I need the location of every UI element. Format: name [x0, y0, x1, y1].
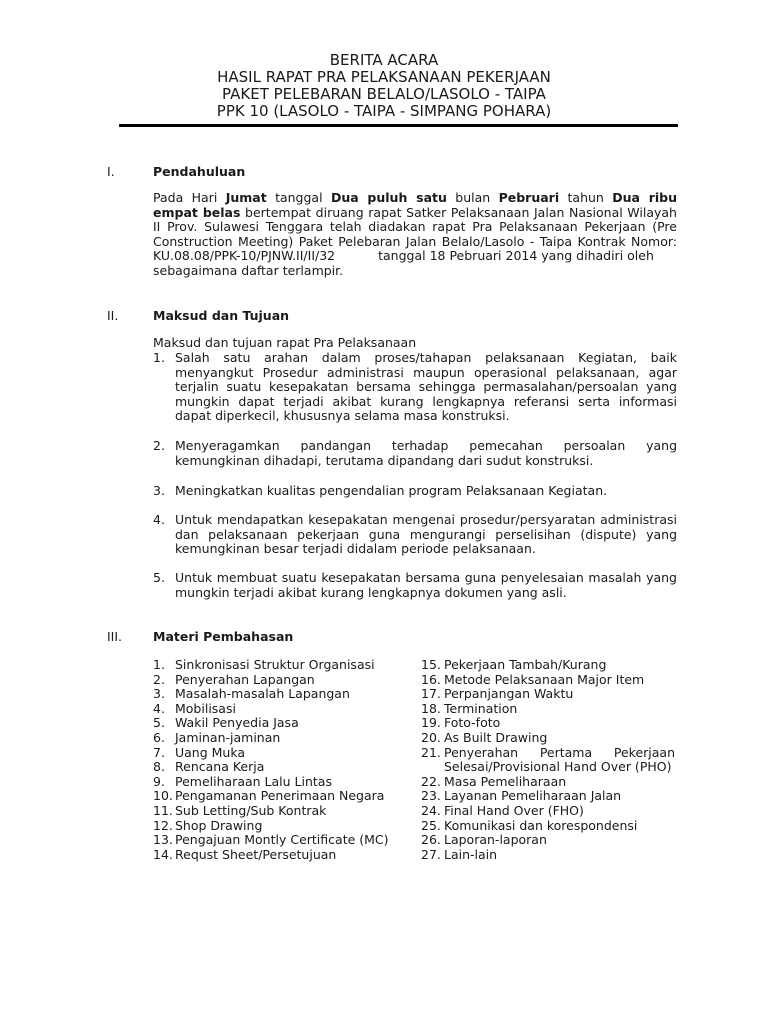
- materi-number: 18.: [421, 700, 441, 716]
- materi-item: Sub Letting/Sub Kontrak: [175, 803, 327, 818]
- para-line: KU.08.08/PPK-10/PJNW.II/II/32 tanggal 18 Pebruari 2014 yang dihadiri oleh: [153, 248, 654, 264]
- section-1-number: I.: [107, 164, 115, 179]
- para-line: Meningkatkan kualitas pengendalian program Pelaksanaan Kegiatan.: [175, 483, 608, 498]
- materi-item: Mobilisasi: [175, 700, 236, 716]
- para-line: Menyeragamkan pandangan terhadap pemecahan persoalan yang: [175, 438, 677, 453]
- materi-item: Masa Pemeliharaan: [444, 773, 567, 789]
- materi-number: 20.: [421, 730, 441, 745]
- header-rule: [119, 124, 678, 127]
- section-2-intro: [153, 336, 677, 351]
- para-line: Pada Hari Jumat tanggal Dua puluh satu bulan Pebruari tahun Dua ribu: [153, 190, 678, 205]
- materi-item: Metode Pelaksanaan Major Item: [444, 671, 645, 687]
- materi-number: 1.: [153, 657, 165, 672]
- list-item-number: 5.: [153, 570, 165, 585]
- materi-item: Sinkronisasi Struktur Organisasi: [175, 657, 375, 672]
- list-item-number: 4.: [153, 512, 165, 527]
- para-line: Untuk mendapatkan kesepakatan mengenai prosedur/persyaratan administrasi: [175, 512, 677, 527]
- materi-number: 24.: [421, 803, 441, 818]
- para-line: terjalin suatu kesepakatan bersama sehingga permasalahan/persoalan yang: [175, 379, 677, 395]
- para-line: Penyerahan Pertama Pekerjaan: [444, 744, 675, 760]
- materi-item: Layanan Pemeliharaan Jalan: [444, 788, 622, 804]
- materi-number: 5.: [153, 715, 165, 731]
- materi-item: Foto-foto: [444, 715, 501, 731]
- materi-item: Pengajuan Montly Certificate (MC): [175, 832, 389, 848]
- doc-title: BERITA ACARA: [329, 51, 439, 69]
- materi-item: Lain-lain: [444, 846, 498, 862]
- materi-number: 3.: [153, 686, 165, 702]
- list-item-number: 1.: [153, 350, 165, 365]
- materi-number: 8.: [153, 759, 165, 775]
- para-line: menyangkut Prosedur administrasi maupun operasional pelaksanaan, agar: [175, 364, 677, 380]
- para-line: Salah satu arahan dalam proses/tahapan pelaksanaan Kegiatan, baik: [175, 350, 677, 365]
- para-line: Construction Meeting) Paket Pelebaran Jalan Belalo/Lasolo - Taipa Kontrak Nomor:: [153, 233, 677, 249]
- materi-number: 19.: [421, 715, 441, 731]
- list-item: [175, 571, 677, 600]
- materi-number: 12.: [153, 817, 173, 833]
- list-item: [175, 351, 677, 424]
- doc-subtitle-1: HASIL RAPAT PRA PELAKSANAAN PEKERJAAN: [217, 68, 551, 86]
- para-line: dan pelaksanaan pekerjaan guna mengurangi perselisihan (dispute) yang: [175, 526, 677, 542]
- materi-item: Perpanjangan Waktu: [444, 686, 574, 702]
- materi-number: 23.: [421, 788, 441, 804]
- list-item-number: 3.: [153, 483, 165, 498]
- doc-subtitle-3: PPK 10 (LASOLO - TAIPA - SIMPANG POHARA): [216, 102, 552, 120]
- materi-item: Wakil Penyedia Jasa: [175, 715, 299, 731]
- materi-item: [444, 746, 675, 775]
- section-3-title: Materi Pembahasan: [153, 629, 294, 644]
- materi-item: Komunikasi dan korespondensi: [444, 817, 638, 833]
- materi-number: 10.: [153, 788, 173, 804]
- materi-item: Pengamanan Penerimaan Negara: [175, 788, 385, 804]
- materi-number: 6.: [153, 730, 165, 745]
- section-3-number: III.: [107, 629, 123, 644]
- materi-item: Laporan-laporan: [444, 832, 547, 848]
- para-line: Selesai/Provisional Hand Over (PHO): [444, 759, 672, 775]
- materi-item: Final Hand Over (FHO): [444, 803, 584, 818]
- list-item-number: 2.: [153, 438, 165, 453]
- materi-number: 25.: [421, 817, 441, 833]
- materi-number: 2.: [153, 671, 165, 687]
- materi-number: 11.: [153, 803, 173, 818]
- materi-item: Shop Drawing: [175, 817, 263, 833]
- materi-number: 22.: [421, 773, 441, 789]
- materi-number: 16.: [421, 671, 441, 687]
- materi-item: As Built Drawing: [444, 730, 548, 745]
- materi-number: 14.: [153, 846, 173, 862]
- para-line: II Prov. Sulawesi Tenggara telah diadakan rapat Pra Pelaksanaan Pekerjaan (Pre: [153, 219, 677, 235]
- section-2-title: Maksud dan Tujuan: [153, 308, 290, 323]
- materi-item: Jaminan-jaminan: [175, 730, 281, 745]
- materi-item: Rencana Kerja: [175, 759, 265, 775]
- materi-item: Pemeliharaan Lalu Lintas: [175, 773, 332, 789]
- materi-item: Penyerahan Lapangan: [175, 671, 315, 687]
- list-item: [175, 439, 677, 468]
- section-2-number: II.: [107, 308, 119, 323]
- materi-item: Requst Sheet/Persetujuan: [175, 846, 337, 862]
- para-line: Untuk membuat suatu kesepakatan bersama guna penyelesaian masalah yang: [175, 570, 677, 585]
- para-line: dapat diperkecil, khususnya selama masa konstruksi.: [175, 408, 510, 424]
- list-item: [175, 484, 677, 499]
- para-line: Maksud dan tujuan rapat Pra Pelaksanaan: [153, 335, 417, 350]
- materi-item: Termination: [444, 700, 518, 716]
- list-item: [175, 513, 677, 557]
- materi-number: 13.: [153, 832, 173, 848]
- materi-number: 27.: [421, 846, 441, 862]
- materi-item: Pekerjaan Tambah/Kurang: [444, 657, 607, 672]
- para-line: mungkin dapat terjadi akibat kurang lengkapnya referansi serta informasi: [175, 393, 677, 409]
- para-line: sebagaimana daftar terlampir.: [153, 262, 344, 278]
- section-1-title: Pendahuluan: [153, 164, 246, 179]
- para-line: kemungkinan besar terjadi didalam periode pelaksanaan.: [175, 541, 536, 557]
- para-line: empat belas bertempat diruang rapat Satker Pelaksanaan Jalan Nasional Wilayah: [153, 204, 677, 220]
- materi-number: 17.: [421, 686, 441, 702]
- materi-item: Uang Muka: [175, 744, 246, 760]
- materi-number: 21.: [421, 744, 441, 760]
- materi-number: 7.: [153, 744, 165, 760]
- materi-number: 4.: [153, 700, 165, 716]
- section-1-paragraph: [153, 191, 677, 279]
- doc-subtitle-2: PAKET PELEBARAN BELALO/LASOLO - TAIPA: [222, 85, 546, 103]
- materi-number: 9.: [153, 773, 165, 789]
- materi-item: Masalah-masalah Lapangan: [175, 686, 350, 702]
- materi-number: 15.: [421, 657, 441, 672]
- materi-number: 26.: [421, 832, 441, 848]
- para-line: mungkin terjadi akibat kurang lengkapnya dokumen yang asli.: [175, 584, 567, 600]
- para-line: kemungkinan dihadapi, terutama dipandang dari sudut konstruksi.: [175, 452, 594, 468]
